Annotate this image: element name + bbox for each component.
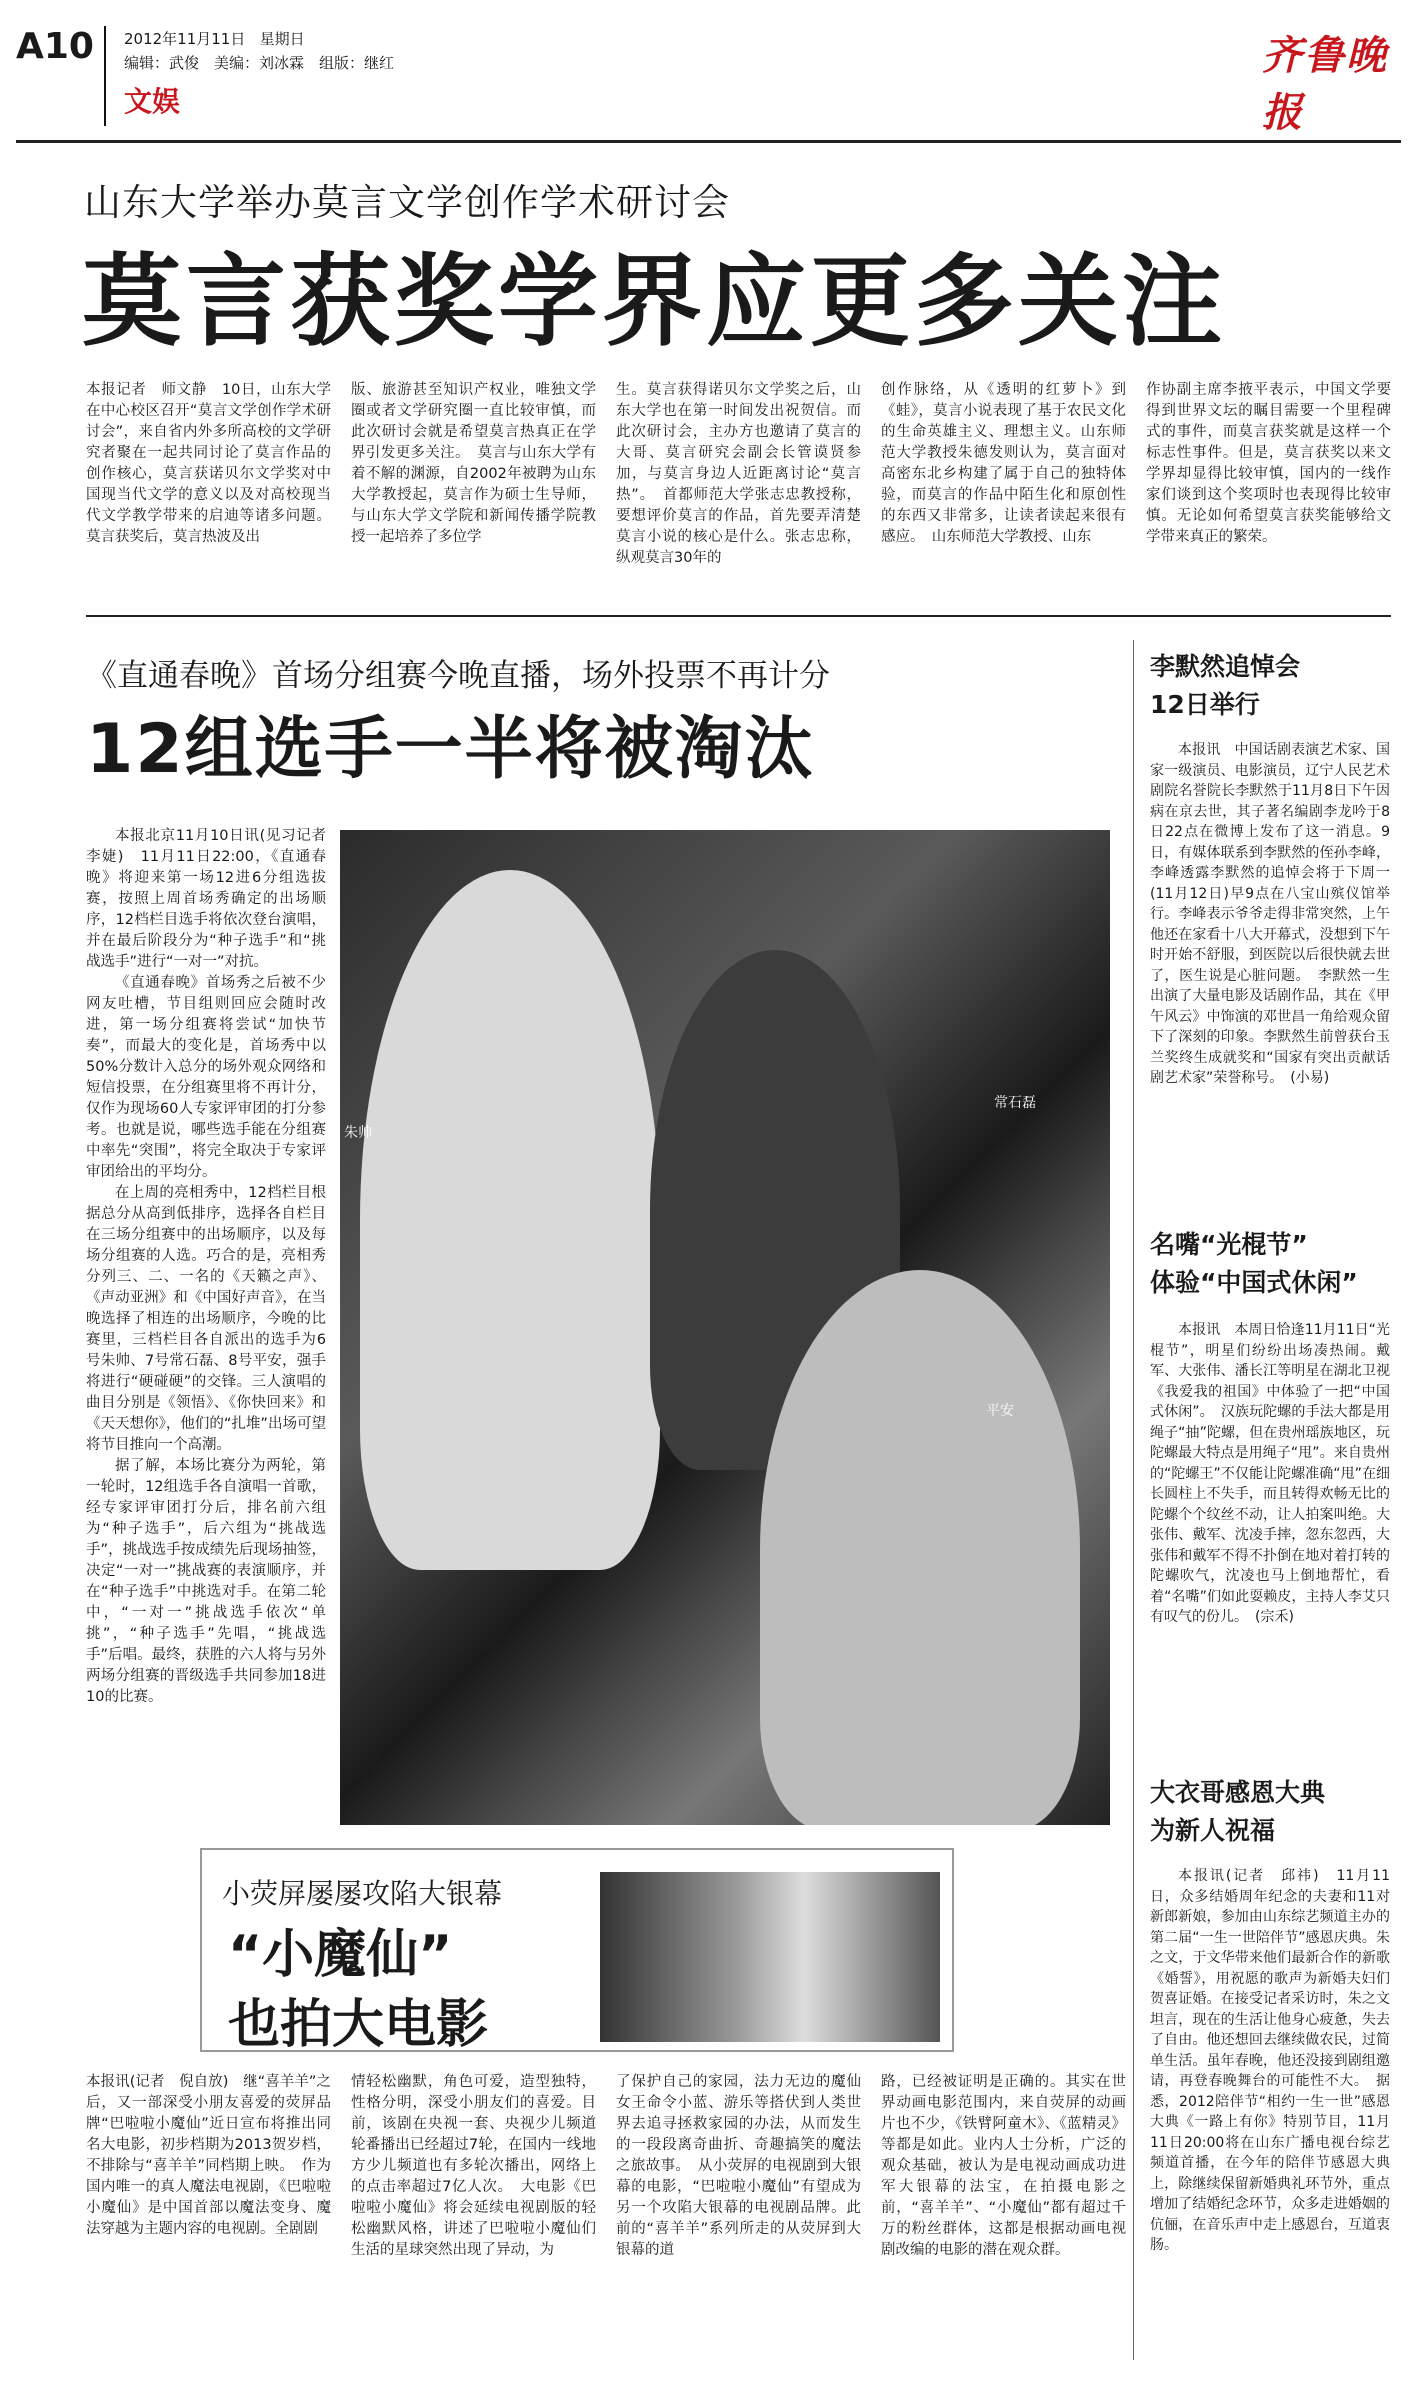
sidebar-1-title xyxy=(1150,648,1300,724)
sidebar-2-title xyxy=(1150,1226,1358,1302)
second-kicker: 《直通春晚》首场分组赛今晚直播，场外投票不再计分 xyxy=(86,658,830,694)
singers-photo xyxy=(340,830,1110,1825)
second-headline: 12组选手一半将被淘汰 xyxy=(86,710,815,789)
third-col-2: 情轻松幽默，角色可爱，造型独特，性格分明，深受小朋友们的喜爱。目前，该剧在央视一套、央视少儿频道轮番播出已经超过7轮，在国内一线地方少儿频道也有多轮次播出，网络上的点击率超过7亿人次。 大电影《巴啦啦小魔仙》将会延续电视剧版的轻松幽默风格，讲述了巴啦啦小魔仙们生活的星球突然出现了异动，为 xyxy=(351,2074,596,2258)
sidebar-1-text: 本报讯 中国话剧表演艺术家、国家一级演员、电影演员，辽宁人民艺术剧院名誉院长李默然于11月8日下午因病在京去世，其子著名编剧李龙吟于8日22点在微博上发布了这一消息。9日，有媒体联系到李默然的侄孙李峰，李峰透露李默然的追悼会将于下周一(11月12日)早9点在八宝山殡仪馆举行。李峰表示爷爷走得非常突然，上午他还在家看十八大开幕式，没想到下午时开始不舒服，到医院以后很快就去世了，医生说是心脏问题。 李默然一生出演了大量电影及话剧作品，其在《甲午风云》中饰演的邓世昌一角给观众留下了深刻的印象。李默然生前曾获台玉兰奖终生成就奖和“国家有突出贡献话剧艺术家”荣誉称号。 (小易) xyxy=(1150,742,1390,1086)
sidebar-1-title-line2: 12日举行 xyxy=(1150,690,1260,719)
second-para-4: 据了解，本场比赛分为两轮，第一轮时，12组选手各自演唱一首歌，经专家评审团打分后，排名前六组为“种子选手”，后六组为“挑战选手”，挑战选手按成绩先后现场抽签，决定“一对一”挑战赛的表演顺序，并在“种子选手”中挑选对手。在第二轮中，“一对一”挑战选手依次“单挑”，“种子选手”先唱，“挑战选手”后唱。最终，获胜的六人将与另外两场分组赛的晋级选手共同参加18进10的比赛。 xyxy=(86,1458,326,1705)
sidebar-3-title xyxy=(1150,1774,1325,1850)
header-divider xyxy=(104,26,106,126)
second-para-2: 《直通春晚》首场秀之后被不少网友吐槽，节目组则回应会随时改进，第一场分组赛将尝试“加快节奏”，而最大的变化是，首场秀中以50%分数计入总分的场外观众网络和短信投票，在分组赛里将不再计分，仅作为现场60人专家评审团的打分参考。也就是说，哪些选手能在分组赛中率先“突围”，将完全取决于专家评审团给出的平均分。 xyxy=(86,975,326,1180)
sidebar-2-body xyxy=(1150,1320,1390,1760)
sidebar-1-body xyxy=(1150,740,1390,1210)
header-rule xyxy=(16,140,1401,143)
third-headline-1: “小魔仙” xyxy=(228,1925,453,1985)
sidebar-1-title-line1: 李默然追悼会 xyxy=(1150,652,1301,681)
singer-pingan-figure xyxy=(760,1270,1080,1825)
lead-col-5: 作协副主席李掖平表示，中国文学要得到世界文坛的瞩目需要一个里程碑式的事件，而莫言获奖就是这样一个标志性事件。但是，莫言获奖以来文学界却显得比较审慎，国内的一线作家们谈到这个奖项时也表现得比较审慎。无论如何希望莫言获奖能够给文学带来真正的繁荣。 xyxy=(1146,382,1391,545)
second-para-3: 在上周的亮相秀中，12档栏目根据总分从高到低排序，选择各自栏目在三场分组赛中的出场顺序，以及每场分组赛的人选。巧合的是，亮相秀分列三、二、一名的《天籁之声》、《声动亚洲》和《中国好声音》，在当晚选择了相连的出场顺序，今晚的比赛里，三档栏目各自派出的选手为6号朱帅、7号常石磊、8号平安，强手将进行“硬碰硬”的交锋。三人演唱的曲目分别是《领悟》、《你快回来》和《天天想你》，他们的“扎堆”出场可望将节目推向一个高潮。 xyxy=(86,1185,326,1453)
sidebar-3-title-line1: 大衣哥感恩大典 xyxy=(1150,1778,1326,1807)
third-col-3: 了保护自己的家园，法力无边的魔仙女王命令小蓝、游乐等搭伏到人类世界去追寻拯救家园的办法，从而发生的一段段离奇曲折、奇趣搞笑的魔法之旅故事。 从小荧屏的电视剧到大银幕的电影，“巴啦啦小魔仙”有望成为另一个攻陷大银幕的电视剧品牌。此前的“喜羊羊”系列所走的从荧屏到大银幕的道 xyxy=(616,2074,861,2258)
lead-col-1: 本报记者 师文静 10日，山东大学在中心校区召开“莫言文学创作学术研讨会”，来自省内外多所高校的文学研究者聚在一起共同讨论了莫言作品的创作核心，莫言获诺贝尔文学奖对中国现当代文学的意义以及对高校现当代文学教学带来的启迪等诸多问题。莫言获奖后，莫言热波及出 xyxy=(86,382,331,545)
lead-kicker: 山东大学举办莫言文学创作学术研讨会 xyxy=(84,181,730,224)
third-col-4: 路，已经被证明是正确的。其实在世界动画电影范围内，来自荧屏的动画片也不少，《铁臂阿童木》、《蓝精灵》等都是如此。业内人士分析，广泛的观众基础，被认为是电视动画成功进军大银幕的法宝，在拍摄电影之前，“喜羊羊”、“小魔仙”都有超过千万的粉丝群体，这都是根据动画电视剧改编的电影的潜在观众群。 xyxy=(881,2074,1126,2258)
caption-changshilei: 常石磊 xyxy=(994,1095,1036,1111)
newspaper-logo: 齐鲁晚报 xyxy=(1262,32,1388,136)
lead-headline: 莫言获奖学界应更多关注 xyxy=(82,243,1226,360)
sidebar-2-text: 本报讯 本周日恰逢11月11日“光棍节”，明星们纷纷出场凑热闹。戴军、大张伟、潘长江等明星在湖北卫视《我爱我的祖国》中体验了一把“中国式休闲”。 汉族玩陀螺的手法大都是用绳子“抽”陀螺，但在贵州瑶族地区，玩陀螺最大特点是用绳子“甩”。来自贵州的“陀螺王”不仅能让陀螺准确“甩”在细长圆柱上不失手，而且转得欢畅无比的陀螺个个纹丝不动，让人拍案叫绝。大张伟、戴军、沈凌手摔，忽东忽西，大张伟和戴军不得不扑倒在地对着打转的陀螺吹气，沈凌也马上倒地帮忙，看着“名嘴”们如此耍赖皮，主持人李艾只有叹气的份儿。 (宗禾) xyxy=(1150,1322,1390,1625)
lead-bottom-rule xyxy=(86,615,1391,617)
lead-col-2: 版、旅游甚至知识产权业，唯独文学圈或者文学研究圈一直比较审慎，而此次研讨会就是希望莫言热真正在学界引发更多关注。 莫言与山东大学有着不解的渊源，自2002年被聘为山东大学教授起，莫言作为硕士生导师，与山东大学文学院和新闻传播学院教授一起培养了多位学 xyxy=(351,382,596,545)
second-body xyxy=(86,826,341,1826)
sidebar-3-text: 本报讯(记者 邱祎) 11月11日，众多结婚周年纪念的夫妻和11对新郎新娘，参加由山东综艺频道主办的第二届“一生一世陪伴节”感恩庆典。朱之文，于文华带来他们最新合作的新歌《婚誓》，用祝愿的歌声为新婚夫妇们贺喜证婚。在接受记者采访时，朱之文坦言，现在的生活让他身心疲惫，失去了自由。他还想回去继续做农民，过简单生活。虽年春晚，他还没接到剧组邀请，再登春晚舞台的可能性不大。 据悉，2012陪伴节“相约一生一世”感恩大典《一路上有你》特别节目，11月11日20:00将在山东广播电视台综艺频道首播，在今年的陪伴节感恩大典上，除继续保留新婚典礼环节外，重点增加了结婚纪念环节，众多走进婚姻的伉俪，在音乐声中走上感恩台，互道衷肠。 xyxy=(1150,1868,1390,2253)
editor-credits: 编辑：武俊 美编：刘冰霖 组版：继红 xyxy=(124,54,395,72)
third-kicker: 小荧屏屡屡攻陷大银幕 xyxy=(222,1877,503,1910)
caption-zhushuai: 朱帅 xyxy=(344,1125,372,1141)
page-number: A10 xyxy=(16,26,94,67)
singer-zhushuai-figure xyxy=(360,870,660,1570)
lead-col-3: 生。莫言获得诺贝尔文学奖之后，山东大学也在第一时间发出祝贺信。而此次研讨会，主办方也邀请了莫言的大哥、莫言研究会副会长管谟贤参加，与莫言身边人近距离讨论“莫言热”。 首都师范大学张志忠教授称，要想评价莫言的作品，首先要弄清楚莫言小说的核心是什么。张志忠称，纵观莫言30年的 xyxy=(616,382,861,566)
issue-date xyxy=(124,28,305,49)
sidebar-2-title-line2: 体验“中国式休闲” xyxy=(1150,1268,1358,1297)
section-name: 文娱 xyxy=(124,85,181,118)
lead-col-4: 创作脉络，从《透明的红萝卜》到《蛙》，莫言小说表现了基于农民文化的生命英雄主义、理想主义。山东师范大学教授朱德发则认为，莫言面对高密东北乡构建了属于自己的独特体验，而莫言的作品中陌生化和原创性的东西又非常多，让读者读起来很有感应。 山东师范大学教授、山东 xyxy=(881,382,1126,545)
sidebar-3-title-line2: 为新人祝福 xyxy=(1150,1816,1276,1845)
weekday-text: 星期日 xyxy=(259,30,305,48)
second-para-1: 本报北京11月10日讯(见习记者 李婕) 11月11日22:00，《直通春晚》将迎来第一场12进6分组选拔赛，按照上周首场秀确定的出场顺序，12档栏目选手将依次登台演唱，并在最后阶段分为“种子选手”和“挑战选手”进行“一对一”对抗。 xyxy=(86,828,341,970)
magic-fairy-photo xyxy=(600,1872,940,2042)
third-headline-2: 也拍大电影 xyxy=(228,1995,489,2055)
sidebar-divider xyxy=(1133,640,1134,2360)
caption-pingan: 平安 xyxy=(986,1403,1014,1419)
sidebar-2-title-line1: 名嘴“光棍节” xyxy=(1150,1230,1308,1259)
third-col-1: 本报讯(记者 倪自放) 继“喜羊羊”之后，又一部深受小朋友喜爱的荧屏品牌“巴啦啦小魔仙”近日宣布将推出同名大电影，初步档期为2013贺岁档，不排除与“喜羊羊”同档期上映。 作为国内唯一的真人魔法电视剧，《巴啦啦小魔仙》是中国首部以魔法变身、魔法穿越为主题内容的电视剧。全剧剧 xyxy=(86,2074,331,2237)
date-text: 2012年11月11日 xyxy=(124,30,246,48)
sidebar-3-body xyxy=(1150,1866,1390,2366)
